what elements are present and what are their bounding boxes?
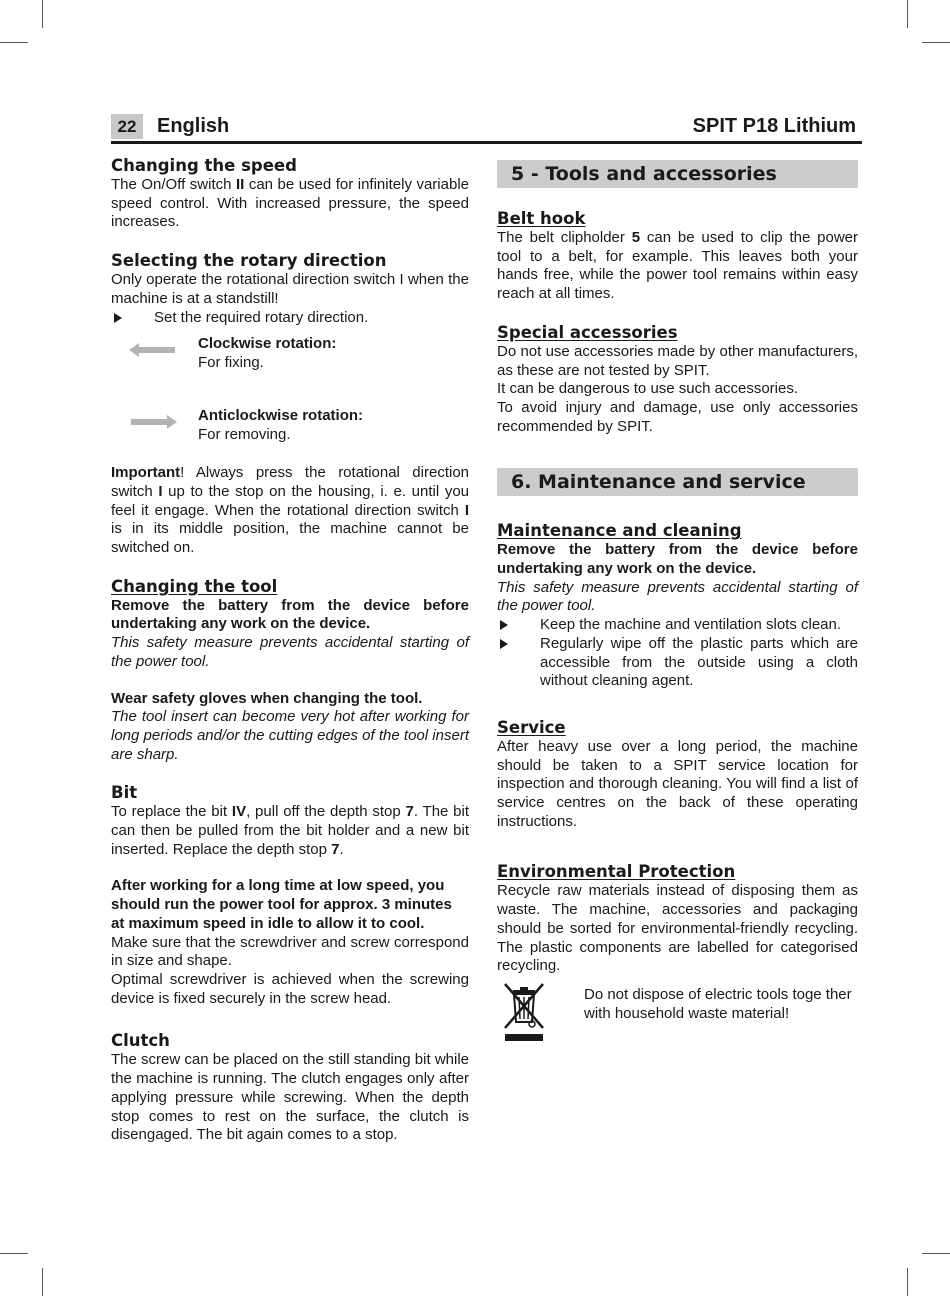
list-item: Set the required rotary direction.: [111, 309, 469, 328]
important-note: Important! Always press the rotational direction switch I up to the stop on the housing, i. e. until you feel it engage. When the rotational direction switch I is in its middle position, the machine cannot be switched on.: [111, 464, 469, 557]
anticlockwise-text: For removing.: [198, 425, 291, 443]
weee-notice: [497, 982, 858, 1046]
list-item: Regularly wipe off the plastic parts which are accessible from the outside using a cloth without cleaning agent.: [497, 635, 858, 691]
heading-environmental-protection: Environmental Protection: [497, 862, 736, 882]
model-name: SPIT P18 Lithium: [692, 115, 856, 137]
maintenance-safety-note: This safety measure prevents accidental starting of the power tool.: [497, 578, 858, 615]
rotary-text: Only operate the rotational direction switch I when the machine is at a standstill!: [111, 271, 469, 307]
crop-mark: [0, 1253, 28, 1254]
right-column: [497, 160, 858, 1046]
cooling-note: After working for a long time at low speed, you should run the power tool for approx. 3 minutes at maximum speed in idle to allow it to cool.: [111, 877, 452, 932]
crossed-out-bin-icon: [501, 982, 547, 1044]
crop-mark: [0, 42, 28, 43]
maintenance-warning: Remove the battery from the device before undertaking any work on the device.: [497, 541, 858, 578]
heading-changing-speed: Changing the speed: [111, 156, 297, 175]
screw-text-2: Optimal screwdriver is achieved when the screwing device is fixed securely in the screw head.: [111, 970, 469, 1007]
crop-mark: [42, 1268, 43, 1296]
clockwise-text: For fixing.: [198, 353, 264, 371]
language-label: English: [157, 115, 230, 137]
screw-text-1: Make sure that the screwdriver and screw correspond in size and shape.: [111, 933, 469, 970]
bullet-arrow-icon: [500, 639, 508, 649]
tool-safety-note: This safety measure prevents accidental starting of the power tool.: [111, 634, 469, 670]
section-6-title: 6. Maintenance and service: [497, 468, 858, 496]
page-number: 22: [111, 114, 143, 139]
clockwise-label: Clockwise rotation:: [198, 335, 337, 353]
crop-mark: [922, 1253, 950, 1254]
anticlockwise-label: Anticlockwise rotation:: [198, 407, 364, 425]
heading-clutch: Clutch: [111, 1031, 170, 1051]
page-header: [111, 112, 862, 144]
crop-mark: [922, 42, 950, 43]
gloves-text: The tool insert can become very hot after working for long periods and/or the cutting edges of the tool insert are sharp.: [111, 708, 469, 763]
bullet-arrow-icon: [500, 620, 508, 630]
speed-text: The On/Off switch II can be used for infinitely variable speed control. With increased pressure, the speed increases.: [111, 176, 469, 231]
arrow-right-icon: [129, 414, 177, 430]
clutch-text: The screw can be placed on the still standing bit while the machine is running. The clutch engages only after applying pressure while screwing. When the depth stop comes to rest on the surface, the clutch is disengaged. The bit again comes to a stop.: [111, 1051, 469, 1144]
crop-mark: [42, 0, 43, 28]
weee-text: Do not dispose of electric tools toge ther with household waste material!: [584, 985, 852, 1022]
heading-special-accessories: Special accessories: [497, 322, 678, 342]
bullet-arrow-icon: [114, 313, 122, 323]
special-text-2: It can be dangerous to use such accessories.: [497, 380, 799, 398]
heading-rotary-direction: Selecting the rotary direction: [111, 251, 387, 271]
heading-maintenance: Maintenance and cleaning: [497, 521, 742, 541]
tool-warning: Remove the battery from the device before undertaking any work on the device.: [111, 596, 469, 633]
heading-changing-tool: Changing the tool: [111, 576, 278, 596]
special-text-3: To avoid injury and damage, use only accessories recommended by SPIT.: [497, 398, 858, 435]
list-item: Keep the machine and ventilation slots clean.: [497, 616, 858, 635]
clockwise-block: [111, 335, 469, 389]
section-5-title: 5 - Tools and accessories: [497, 160, 858, 188]
environment-text: Recycle raw materials instead of disposing them as waste. The machine, accessories and packaging should be sorted for environmental-friendly recycling. The plastic components are labelled for categorised recycling.: [497, 882, 858, 975]
heading-service: Service: [497, 717, 566, 737]
special-text-1: Do not use accessories made by other manufacturers, as these are not tested by SPIT.: [497, 342, 858, 379]
left-column: [111, 155, 469, 1145]
arrow-left-icon: [129, 342, 177, 358]
gloves-warning: Wear safety gloves when changing the tool.: [111, 689, 423, 707]
heading-belt-hook: Belt hook: [497, 209, 586, 228]
anticlockwise-block: [111, 407, 469, 461]
service-text: After heavy use over a long period, the machine should be taken to a SPIT service location for inspection and thorough cleaning. You will find a list of service centres on the back of these operating instructions.: [497, 737, 858, 830]
bit-text: To replace the bit IV, pull off the depth stop 7. The bit can then be pulled from the bit holder and a new bit inserted. Replace the depth stop 7.: [111, 803, 470, 858]
belt-hook-text: The belt clipholder 5 can be used to clip the power tool to a belt, for example. This leaves both your hands free, while the power tool remains within easy reach at all times.: [497, 229, 858, 303]
crop-mark: [907, 0, 908, 28]
crop-mark: [907, 1268, 908, 1296]
heading-bit: Bit: [111, 783, 138, 803]
